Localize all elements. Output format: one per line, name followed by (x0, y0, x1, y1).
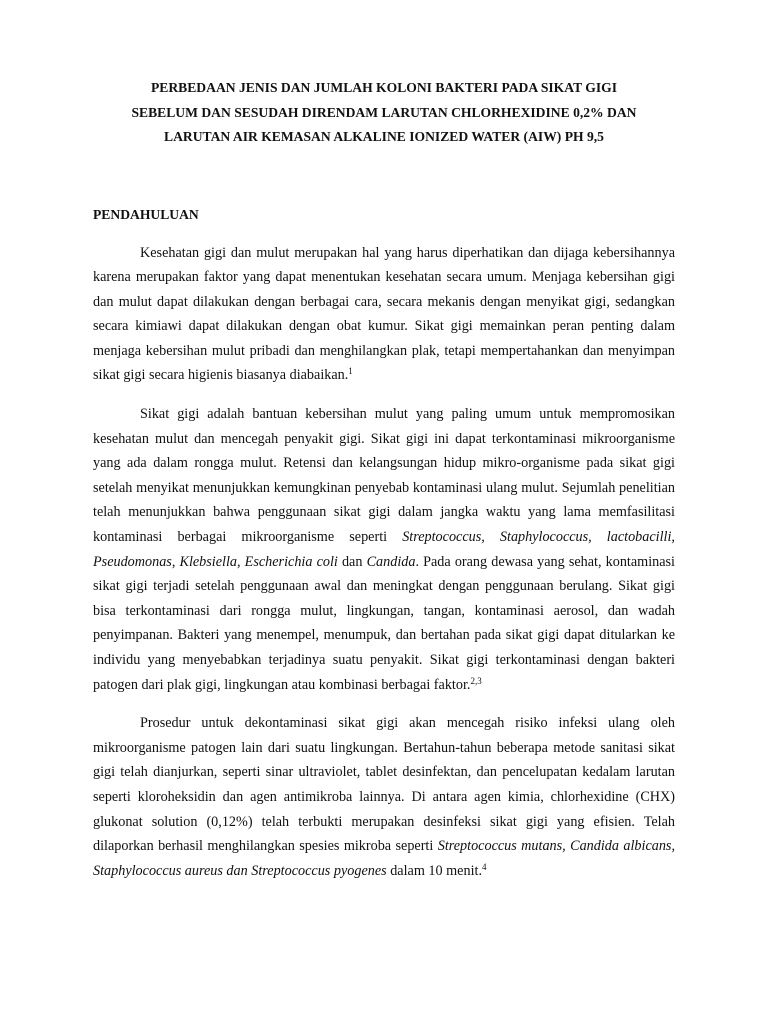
paragraph-2-text-3: . Pada orang dewasa yang sehat, kontaminasi sikat gigi terjadi setelah penggunaan awal dan meningkat dengan penggunaan berulang. Sikat gigi bisa terkontaminasi dari rongga mulut, lingkungan, tangan, kontaminasi aerosol, dan wadah penyimpanan. Bakteri yang menempel, menumpuk, dan bertahan pada sikat gigi dapat ditularkan ke individu yang menyebabkan terjadinya suatu penyakit. Sikat gigi terkontaminasi dengan bakteri patogen dari plak gigi, lingkungan atau kombinasi berbagai faktor. (93, 553, 675, 693)
title-line-3: LARUTAN AIR KEMASAN ALKALINE IONIZED WATER (AIW) PH 9,5 (164, 129, 604, 144)
section-heading: PENDAHULUAN (93, 206, 199, 222)
paper-title (93, 76, 675, 150)
paragraph-3-species: Streptococcus mutans, Candida albicans, Staphylococcus aureus dan Streptococcus pyogenes (93, 838, 675, 879)
paragraph-2 (93, 402, 675, 697)
document-page (93, 76, 675, 883)
paragraph-1-text: Kesehatan gigi dan mulut merupakan hal yang harus diperhatikan dan dijaga kebersihannya karena merupakan faktor yang dapat menentukan kesehatan secara umum. Menjaga kebersihan gigi dan mulut dapat dilakukan dengan berbagai cara, secara mekanis dengan menyikat gigi, sedangkan secara kimiawi dapat dilakukan dengan obat kumur. Sikat gigi memainkan peran penting dalam menjaga kebersihan mulut pribadi dan menghilangkan plak, tetapi mempertahankan dan menyimpan sikat gigi secara higienis biasanya diabaikan. (93, 244, 675, 384)
title-line-1: PERBEDAAN JENIS DAN JUMLAH KOLONI BAKTERI PADA SIKAT GIGI (150, 80, 618, 95)
paragraph-2-text-1: Sikat gigi adalah bantuan kebersihan mulut yang paling umum untuk mempromosikan kesehatan mulut dan mencegah penyakit gigi. Sikat gigi ini dapat terkontaminasi mikroorganisme yang ada dalam rongga mulut. Retensi dan kelangsungan hidup mikro-organisme pada sikat gigi setelah menyikat menunjukkan kemungkinan penyebab kontaminasi ulang mulut. Sejumlah penelitian telah menunjukkan bahwa penggunaan sikat gigi dalam jangka waktu yang lama memfasilitasi kontaminasi berbagai mikroorganisme seperti (93, 406, 675, 546)
reference-1: 1 (348, 366, 353, 377)
paragraph-2-species-1: Streptococcus, Staphylococcus, lactobacilli, Pseudomonas, Klebsiella, Escherichia coli (93, 529, 675, 570)
paragraph-2-species-2: Candida (366, 553, 416, 570)
paragraph-2-text-2: dan (337, 553, 367, 570)
reference-2-3: 2,3 (470, 675, 482, 686)
paragraph-1 (93, 241, 675, 389)
reference-4: 4 (482, 861, 487, 872)
title-line-2: SEBELUM DAN SESUDAH DIRENDAM LARUTAN CHLORHEXIDINE 0,2% DAN (131, 104, 637, 120)
paragraph-3-text-1: Prosedur untuk dekontaminasi sikat gigi akan mencegah risiko infeksi ulang oleh mikroorganisme patogen lain dari suatu lingkungan. Bertahun-tahun beberapa metode sanitasi sikat gigi telah dianjurkan, seperti sinar ultraviolet, tablet desinfektan, dan pencelupatan kedalam larutan seperti kloroheksidin dan agen antimikroba lainnya. Di antara agen kimia, chlorhexidine (CHX) glukonat solution (0,12%) telah terbukti merupakan desinfeksi sikat gigi yang efisien. Telah dilaporkan berhasil menghilangkan spesies mikroba seperti (93, 715, 675, 855)
paragraph-3 (93, 711, 675, 883)
paragraph-3-text-2: dalam 10 menit. (386, 862, 483, 879)
